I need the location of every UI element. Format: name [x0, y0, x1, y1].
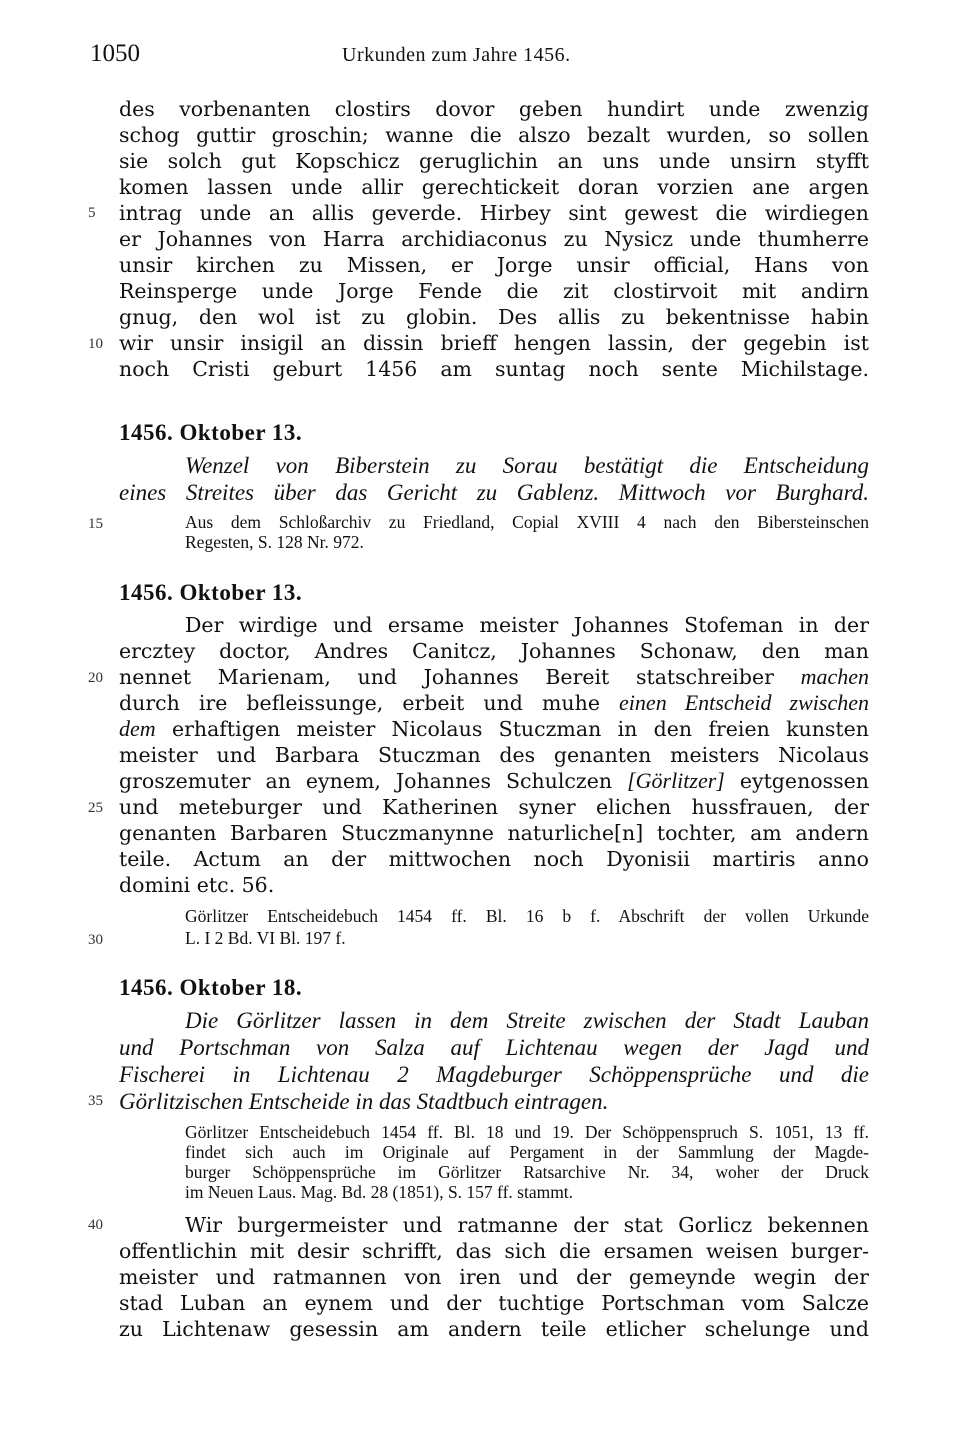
regest-line: Görlitzischen Entscheide in das Stadtbuch eintragen.	[119, 1089, 609, 1114]
text-line: sie solch gut Kopschicz geruglichin an uns unde unsirn styfft	[119, 149, 869, 173]
italic-text: [Görlitzer]	[627, 768, 725, 793]
italic-text: einen Entscheid zwischen	[619, 690, 869, 715]
source-note-line: Görlitzer Entscheidebuch 1454 ff. Bl. 18 und 19. Der Schöppenspruch S. 1051, 13 ff.	[185, 1122, 869, 1142]
running-title: Urkunden zum Jahre 1456.	[342, 44, 571, 66]
line-number: 35	[88, 1093, 103, 1109]
entry-heading: 1456. Oktober 18.	[119, 975, 303, 1000]
source-note-line: Aus dem Schloßarchiv zu Friedland, Copial XVIII 4 nach den Bibersteinschen	[185, 512, 869, 532]
text-line: ercztey doctor, Andres Canitcz, Johannes Schonaw, den man	[119, 639, 869, 663]
line-number: 15	[88, 516, 103, 532]
text-line: unsir kirchen zu Missen, er Jorge unsir official, Hans von	[119, 253, 869, 277]
italic-text: machen	[800, 664, 869, 689]
line-number: 10	[88, 336, 103, 352]
text-line: domini etc. 56.	[119, 873, 275, 897]
entry-heading: 1456. Oktober 13.	[119, 420, 303, 445]
line-number: 25	[88, 800, 103, 816]
text-line: und meteburger und Katherinen syner elichen hussfrauen, der	[119, 795, 869, 819]
source-note-line: findet sich auch im Originale auf Pergament in der Sammlung der Magde-	[185, 1142, 869, 1162]
text-line: intrag unde an allis geverde. Hirbey sint gewest die wirdiegen	[119, 201, 869, 225]
text-line: gnug, den wol ist zu globin. Des allis zu bekentnisse habin	[119, 305, 869, 329]
page-number: 1050	[90, 40, 140, 67]
text-line: dem erhaftigen meister Nicolaus Stuczman in den freien kunsten	[119, 716, 869, 741]
text-line: er Johannes von Harra archidiaconus zu Nysicz unde thumherre	[119, 227, 869, 251]
source-note-line: burger Schöppensprüche im Görlitzer Ratsarchive Nr. 34, woher der Druck	[185, 1162, 869, 1182]
line-number: 20	[88, 670, 103, 686]
text-line: schog guttir groschin; wanne die alszo bezalt wurden, so sollen	[119, 123, 869, 147]
source-note-line: L. I 2 Bd. VI Bl. 197 f.	[185, 928, 346, 948]
text-line: Reinsperge unde Jorge Fende die zit clostirvoit mit andirn	[119, 279, 869, 303]
text-line: teile. Actum an der mittwochen noch Dyonisii martiris anno	[119, 847, 869, 871]
text-line: nennet Marienam, und Johannes Bereit statschreiber machen	[119, 664, 869, 689]
text-line: noch Cristi geburt 1456 am suntag noch sente Michilstage.	[119, 357, 869, 381]
text-line: wir unsir insigil an dissin brieff hengen lassin, der gegebin ist	[119, 331, 869, 355]
line-number: 5	[88, 205, 96, 221]
text-line: meister und Barbara Stuczman des genanten meisters Nicolaus	[119, 743, 869, 767]
text-line: zu Lichtenaw gesessin am andern teile etlicher schelunge und	[119, 1317, 869, 1341]
text-line: stad Luban an eynem und der tuchtige Portschman vom Salcze	[119, 1291, 869, 1315]
regest-line: Wenzel von Biberstein zu Sorau bestätigt die Entscheidung	[185, 453, 869, 478]
text-line: durch ire befleissunge, erbeit und muhe einen Entscheid zwischen	[119, 690, 869, 715]
italic-text: dem	[119, 716, 156, 741]
source-note-line: Regesten, S. 128 Nr. 972.	[185, 532, 364, 552]
page-header	[90, 40, 880, 80]
text-line: groszemuter an eynem, Johannes Schulczen [Görlitzer] eytgenossen	[119, 768, 869, 793]
text-line: des vorbenanten clostirs dovor geben hundirt unde zwenzig	[119, 97, 869, 121]
regest-line: eines Streites über das Gericht zu Gablenz. Mittwoch vor Burghard.	[119, 480, 869, 505]
text-line: Wir burgermeister und ratmanne der stat Gorlicz bekennen	[185, 1213, 869, 1237]
text-line: genanten Barbaren Stuczmanynne naturliche[n] tochter, am andern	[119, 821, 869, 845]
entry-heading: 1456. Oktober 13.	[119, 580, 303, 605]
source-note-line: im Neuen Laus. Mag. Bd. 28 (1851), S. 157 ff. stammt.	[185, 1182, 574, 1202]
regest-line: Die Görlitzer lassen in dem Streite zwischen der Stadt Lauban	[185, 1008, 869, 1033]
line-number: 30	[88, 932, 103, 948]
source-note-line: Görlitzer Entscheidebuch 1454 ff. Bl. 16 b f. Abschrift der vollen Urkunde	[185, 906, 869, 926]
text-line: komen lassen unde allir gerechtickeit doran vorzien ane argen	[119, 175, 869, 199]
text-line: offentlichin mit desir schrifft, das sich die ersamen weisen burger-	[119, 1239, 869, 1263]
text-line: meister und ratmannen von iren und der gemeynde wegin der	[119, 1265, 869, 1289]
text-line: Der wirdige und ersame meister Johannes Stofeman in der	[185, 613, 869, 637]
line-number: 40	[88, 1217, 103, 1233]
regest-line: und Portschman von Salza auf Lichtenau wegen der Jagd und	[119, 1035, 869, 1060]
regest-line: Fischerei in Lichtenau 2 Magdeburger Schöppensprüche und die	[119, 1062, 869, 1087]
